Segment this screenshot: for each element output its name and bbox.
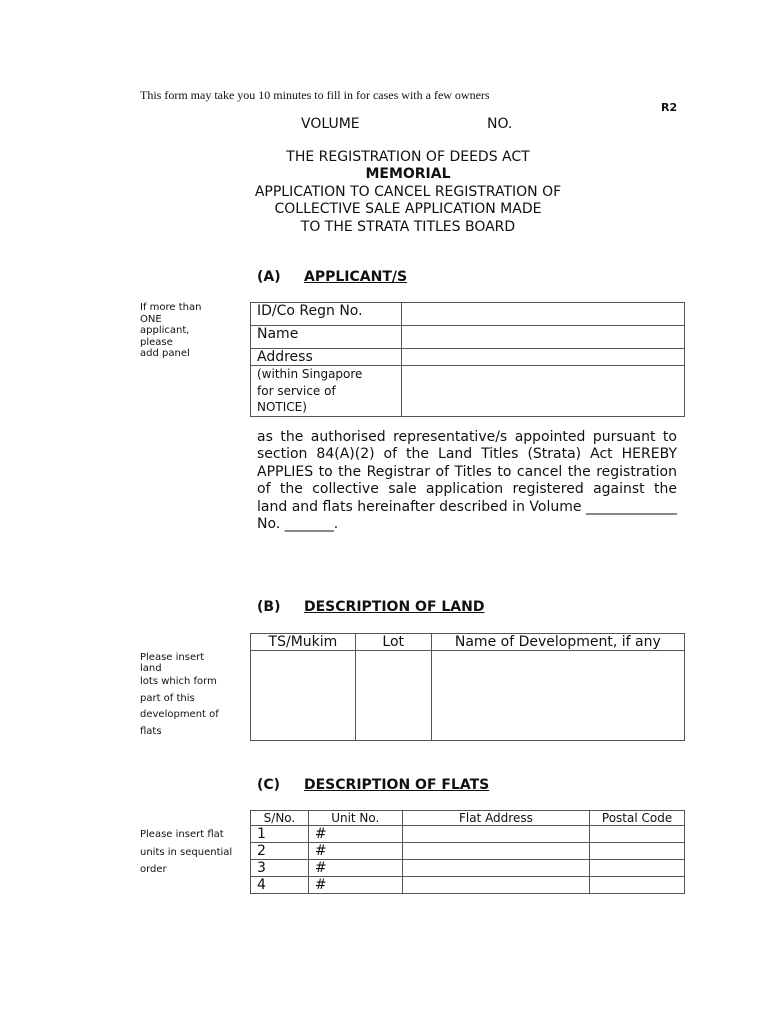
postal-code-field[interactable] (590, 843, 685, 860)
development-name-field[interactable] (431, 651, 684, 741)
address-note-line: for service of (257, 383, 336, 398)
flat-address-field[interactable] (402, 877, 590, 894)
side-note-line: please (140, 336, 173, 348)
address-field[interactable] (401, 349, 684, 366)
table-row (251, 860, 685, 877)
lot-field[interactable] (355, 651, 431, 741)
sno-cell: 4 (251, 877, 309, 894)
postal-code-field[interactable] (590, 826, 685, 843)
unit-no-field[interactable]: # (308, 877, 402, 894)
address-note (251, 366, 402, 417)
side-note-line: Please insert (140, 652, 205, 663)
sno-header: S/No. (251, 811, 309, 826)
table-row (251, 843, 685, 860)
ts-mukim-field[interactable] (251, 651, 356, 741)
postal-code-header: Postal Code (590, 811, 685, 826)
application-title-line2: COLLECTIVE SALE APPLICATION MADE (274, 201, 542, 218)
lot-header: Lot (355, 634, 431, 651)
application-paragraph: as the authorised representative/s appointed pursuant to section 84(A)(2) of the Land Titles (Strata) Act HEREBY APPLIES to the Registrar of Titles to cancel the registration of the collective sale application registered against the land and flats hereinafter described in Volume _____________ No. _______. (257, 429, 677, 533)
address-label: Address (251, 349, 402, 366)
side-note-line: land (140, 663, 162, 674)
side-note-line: units in sequential (140, 846, 233, 858)
act-title: THE REGISTRATION OF DEEDS ACT (286, 149, 530, 165)
section-b-heading (257, 599, 484, 615)
side-note-line: ONE (140, 313, 162, 325)
unit-no-header: Unit No. (308, 811, 402, 826)
section-c-label: (C) (257, 777, 281, 793)
section-a-heading (257, 269, 407, 285)
unit-no-field[interactable]: # (308, 843, 402, 860)
section-b-title: DESCRIPTION OF LAND (304, 599, 485, 615)
side-note-line: add panel (140, 348, 190, 360)
id-regn-label: ID/Co Regn No. (251, 303, 402, 326)
side-note-line: development of (140, 709, 219, 720)
name-label: Name (251, 326, 402, 349)
flat-address-field[interactable] (402, 843, 590, 860)
section-b-side-note (140, 652, 219, 740)
ts-mukim-header: TS/Mukim (251, 634, 356, 651)
unit-no-field[interactable]: # (308, 860, 402, 877)
id-regn-field[interactable] (401, 303, 684, 326)
sno-cell: 3 (251, 860, 309, 877)
development-name-header: Name of Development, if any (431, 634, 684, 651)
section-b-label: (B) (257, 599, 281, 615)
section-c-side-note (140, 826, 232, 879)
form-code: R2 (661, 101, 678, 114)
form-time-note: This form may take you 10 minutes to fill in for cases with a few owners (140, 88, 490, 102)
memorial-title: MEMORIAL (365, 166, 451, 183)
application-title-line1: APPLICATION TO CANCEL REGISTRATION OF (254, 183, 562, 200)
section-c-title: DESCRIPTION OF FLATS (304, 777, 490, 793)
section-c-heading (257, 777, 489, 793)
table-row (251, 826, 685, 843)
flat-address-field[interactable] (402, 860, 590, 877)
section-a-side-note (140, 302, 201, 360)
side-note-line: Please insert flat (140, 829, 224, 840)
volume-label: VOLUME (301, 116, 360, 132)
unit-no-field[interactable]: # (308, 826, 402, 843)
side-note-line: order (140, 864, 167, 875)
applicant-table (250, 302, 685, 417)
sno-cell: 1 (251, 826, 309, 843)
flat-address-field[interactable] (402, 826, 590, 843)
application-title-line3: TO THE STRATA TITLES BOARD (300, 218, 516, 235)
flat-address-header: Flat Address (402, 811, 590, 826)
land-table (250, 633, 685, 741)
side-note-line: part of this (140, 692, 195, 704)
side-note-line: applicant, (140, 325, 190, 337)
table-row (251, 877, 685, 894)
flats-table (250, 810, 685, 894)
postal-code-field[interactable] (590, 860, 685, 877)
side-note-line: flats (140, 725, 162, 737)
postal-code-field[interactable] (590, 877, 685, 894)
section-a-title: APPLICANT/S (304, 269, 408, 285)
service-address-field[interactable] (401, 366, 684, 417)
section-a-label: (A) (257, 269, 281, 285)
address-note-line: (within Singapore (257, 367, 363, 381)
sno-cell: 2 (251, 843, 309, 860)
name-field[interactable] (401, 326, 684, 349)
side-note-line: lots which form (140, 676, 217, 687)
number-label: NO. (487, 116, 513, 132)
form-title (150, 149, 666, 236)
address-note-line: NOTICE) (257, 400, 307, 414)
side-note-line: If more than (140, 302, 202, 313)
